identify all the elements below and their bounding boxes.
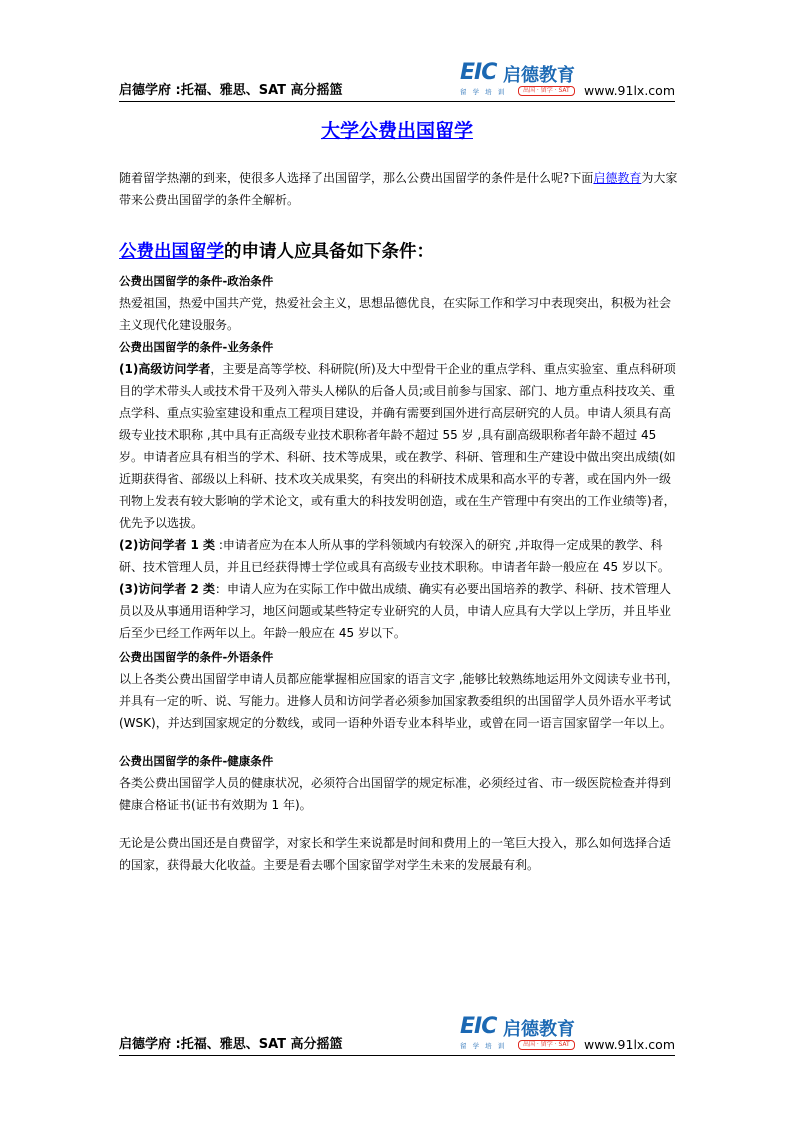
heading-link[interactable]: 公费出国留学 [119,242,224,262]
eic-logo [460,60,578,94]
footer-eic-logo [460,1014,578,1048]
conclusion-text: 无论是公费出国还是自费留学，对家长和学生来说都是时间和费用上的一笔巨大投入，那么如何选择合适的国家，获得最大化收益。主要是看去哪个国家留学对学生未来的发展最有利。 [119,836,672,872]
footer-logo-eic-mark: EIC [460,1014,497,1039]
header-slogan: 启德学府 :托福、雅思、SAT 高分摇篮 [119,83,343,98]
item-2-label: (2)访问学者 1 类 [119,538,216,552]
footer-slogan: 启德学府 :托福、雅思、SAT 高分摇篮 [119,1037,343,1052]
section-heading [119,238,434,263]
political-text: 热爱祖国，热爱中国共产党，热爱社会主义，思想品德优良，在实际工作和学习中表现突出，积极为社会主义现代化建设服务。 [119,296,672,332]
footer-logo-subtitle: 留 学 培 训 [460,1042,507,1050]
intro-text-1: 随着留学热潮的到来，使很多人选择了出国留学，那么公费出国留学的条件是什么呢?下面 [119,171,594,185]
footer-logo-name: 启德教育 [503,1019,575,1040]
logo-subtitle: 留 学 培 训 [460,88,507,96]
political-title: 公费出国留学的条件-政治条件 [119,274,274,288]
logo-tagline: 出国 · 留学 · SAT [518,86,575,96]
health-text: 各类公费出国留学人员的健康状况，必须符合出国留学的规定标准，必须经过省、市一级医院检查并得到健康合格证书(证书有效期为 1 年)。 [119,776,672,812]
business-title: 公费出国留学的条件-业务条件 [119,340,274,354]
item-3-label: (3)访问学者 2 类 [119,582,216,596]
header-divider [119,101,675,102]
conditions-block [119,270,679,644]
health-block [119,750,679,816]
page-footer [119,1012,675,1056]
intro-link[interactable]: 启德教育 [593,171,642,185]
item-2-text: :申请者应为在本人所从事的学科领域内有较深入的研究 ,并取得一定成果的教学、科研、技术管理人员，并且已经获得博士学位或具有高级专业技术职称。申请者年龄一般应在 45 岁以下。 [119,538,670,574]
item-1-text: ，主要是高等学校、科研院(所)及大中型骨干企业的重点学科、重点实验室、重点科研项目的学术带头人或技术骨干及列入带头人梯队的后备人员;或目前参与国家、部门、地方重点科技攻关、重点学科、重点实验室建设和重点工程项目建设，并确有需要到国外进行高层研究的人员。申请人须具有高级专业技术职称 ,其中具有正高级专业技术职称者年龄不超过 55 岁 ,具有副高级职称者年龄不超过 45 岁。申请者应具有相当的学术、科研、技术等成果，或在教学、科研、管理和生产建设中做出突出成绩(如近期获得省、部级以上科研、技术攻关成果奖，有突出的科研技术成果和高水平的专著，或在国内外一级刊物上发表有较大影响的学术论文，或有重大的科技发明创造，或在生产管理中有突出的工作业绩等)者，优先予以选拔。 [119,362,676,530]
intro-text-2: 为大家带来公费出国留学的条件全解析。 [119,171,678,207]
language-text: 以上各类公费出国留学申请人员都应能掌握相应国家的语言文字 ,能够比较熟练地运用外文阅读专业书刊，并具有一定的听、说、写能力。进修人员和访问学者必须参加国家教委组织的出国留学人员外语水平考试(WSK)，并达到国家规定的分数线，或同一语种外语专业本科毕业，或曾在同一语言国家留学一年以上。 [119,672,679,730]
footer-divider [119,1055,675,1056]
item-3 [119,578,679,644]
header-url: www.91lx.com [584,83,675,98]
language-block [119,646,679,734]
item-3-text: ：申请人应为在实际工作中做出成绩、确实有必要出国培养的教学、科研、技术管理人员以及从事通用语种学习，地区问题或某些特定专业研究的人员，申请人应具有大学以上学历，并且毕业后至少已经工作两年以上。年龄一般应在 45 岁以下。 [119,582,672,640]
footer-logo-tagline: 出国 · 留学 · SAT [518,1040,575,1050]
language-title: 公费出国留学的条件-外语条件 [119,650,274,664]
conclusion-block [119,832,679,876]
page-header [119,58,675,102]
intro-paragraph [119,167,679,211]
health-title: 公费出国留学的条件-健康条件 [119,754,274,768]
item-1 [119,358,679,534]
logo-name: 启德教育 [503,65,575,86]
logo-eic-mark: EIC [460,60,497,85]
item-1-label: (1)高级访问学者 [119,362,211,376]
page-title: 大学公费出国留学 [320,120,473,142]
item-2 [119,534,679,578]
heading-text: 的申请人应具备如下条件： [224,242,434,262]
footer-url: www.91lx.com [584,1037,675,1052]
